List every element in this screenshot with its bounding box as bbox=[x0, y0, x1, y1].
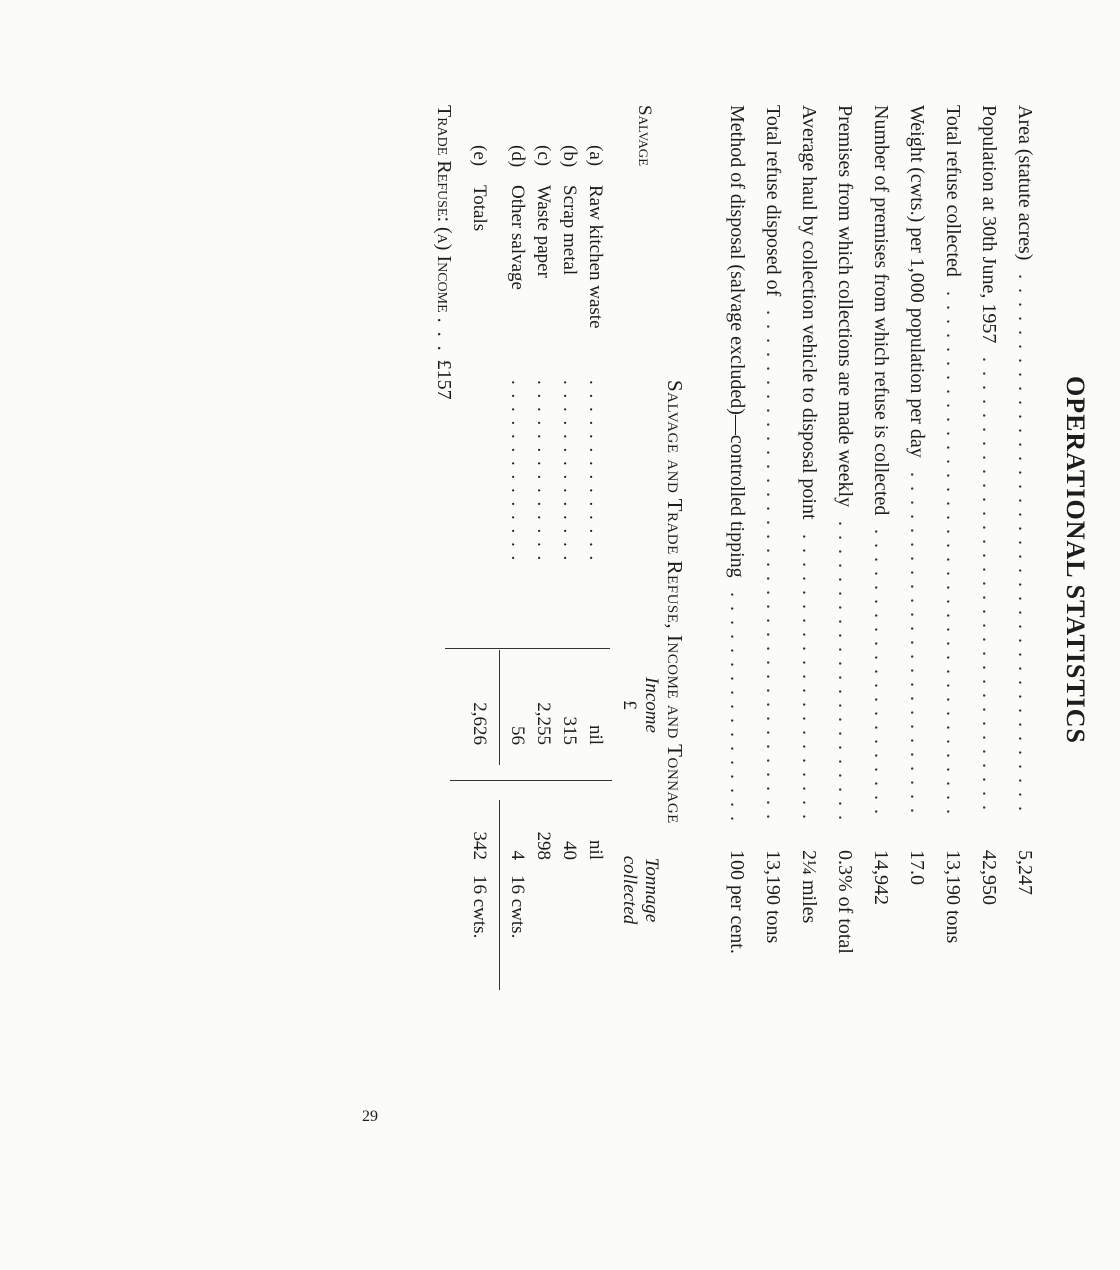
stat-value: 13,190 tons bbox=[942, 850, 964, 944]
row-income: 2,626 bbox=[469, 702, 490, 745]
stat-row bbox=[830, 105, 860, 1025]
stat-label: Population at 30th June, 1957 bbox=[978, 105, 1000, 344]
stat-label: Area (statute acres) bbox=[1014, 105, 1036, 261]
income-header bbox=[618, 650, 662, 760]
income-divider bbox=[445, 648, 610, 649]
row-cwts bbox=[530, 875, 556, 985]
leader-dots: . . . . . . . . . . . . . . . . . . . . . . . . . bbox=[906, 472, 928, 815]
row-income: 56 bbox=[507, 726, 528, 745]
row-tons: 4 bbox=[507, 850, 528, 860]
row-key: (b) bbox=[559, 145, 580, 168]
stat-value: 100 per cent. bbox=[726, 850, 748, 954]
row-key: (a) bbox=[585, 145, 606, 167]
row-income: 2,255 bbox=[533, 702, 554, 745]
stat-row bbox=[722, 105, 752, 1025]
stat-row bbox=[866, 105, 896, 1025]
stat-value: 0.3% of total bbox=[834, 850, 856, 954]
stat-value: 42,950 bbox=[978, 850, 1000, 905]
leader-dots: . . . . . . . . . . . . . . bbox=[507, 380, 528, 563]
salvage-label: Salvage bbox=[634, 105, 655, 167]
leader-dots: . . . . . . . . . . . . . . . . . . . . . . . . . . . . . . . . . . . . . . . bbox=[1014, 274, 1036, 813]
stat-label: Premises from which collections are made weekly bbox=[834, 105, 856, 508]
row-tons: nil bbox=[585, 839, 606, 860]
row-key: (e) bbox=[469, 145, 490, 167]
stat-label: Total refuse disposed of bbox=[762, 105, 784, 297]
row-key: (c) bbox=[533, 145, 554, 167]
row-label: Other salvage bbox=[507, 185, 528, 290]
tonnage-total-rule bbox=[499, 800, 500, 990]
stat-row bbox=[794, 105, 824, 1025]
leader-dots: . . . . . . . . . . . . . . . . . . . . . bbox=[798, 534, 820, 821]
row-cwts bbox=[582, 875, 608, 985]
stat-label: Total refuse collected bbox=[942, 105, 964, 277]
stat-value: 14,942 bbox=[870, 850, 892, 905]
stat-value: 13,190 tons bbox=[762, 850, 784, 944]
stat-row bbox=[938, 105, 968, 1025]
tonnage-header: Tonnage collected bbox=[619, 855, 662, 925]
trade-refuse-row bbox=[432, 105, 455, 400]
tonnage-divider bbox=[450, 780, 612, 781]
leader-dots: . . . . . . . . . . . . . . . . . . . . . . . . . . . . . . . . . . . . . . bbox=[942, 291, 964, 816]
row-tons: 298 bbox=[533, 831, 554, 860]
leader-dots: . . . . . . . . . . . . . . bbox=[533, 380, 554, 563]
salvage-heading bbox=[662, 380, 687, 824]
leader-dots: . . . . . . . . . . . . . . . . . . . . . . . . . . . . . . . . . . . . . bbox=[762, 310, 784, 821]
row-income: nil bbox=[585, 724, 606, 745]
stat-label: Weight (cwts.) per 1,000 population per day bbox=[906, 105, 928, 458]
trade-refuse-dots: . . . bbox=[433, 317, 455, 360]
row-tons: 40 bbox=[559, 841, 580, 860]
row-income: 315 bbox=[559, 716, 580, 745]
stat-value: 2¼ miles bbox=[798, 850, 820, 924]
stat-label: Average haul by collection vehicle to disposal point bbox=[798, 105, 820, 520]
leader-dots: . . . . . . . . . . . . . . . . . . . . . bbox=[870, 529, 892, 816]
income-total-rule bbox=[499, 650, 500, 765]
leader-dots: . . . . . . . . . . . . . . bbox=[585, 380, 606, 563]
stat-row bbox=[902, 105, 932, 1025]
stat-row bbox=[974, 105, 1004, 1025]
row-cwts bbox=[556, 875, 582, 985]
page-title: OPERATIONAL STATISTICS bbox=[1061, 375, 1090, 745]
page-number: 29 bbox=[362, 1108, 378, 1125]
row-label: Waste paper bbox=[533, 185, 554, 278]
row-cwts: 16 cwts. bbox=[507, 875, 528, 939]
trade-refuse-value: £157 bbox=[433, 359, 455, 400]
row-key: (d) bbox=[507, 145, 528, 168]
stat-row bbox=[758, 105, 788, 1025]
row-label: Raw kitchen waste bbox=[585, 185, 606, 329]
stat-label: Method of disposal (salvage excluded)—controlled tipping bbox=[726, 105, 748, 578]
stat-label: Number of premises from which refuse is collected bbox=[870, 105, 892, 516]
row-cwts: 16 cwts. bbox=[469, 875, 490, 939]
stat-value: 17.0 bbox=[906, 850, 928, 885]
row-label: Totals bbox=[469, 185, 490, 232]
leader-dots: . . . . . . . . . . . . . . . . . bbox=[726, 592, 748, 823]
rotated-page bbox=[319, 0, 1120, 1120]
salvage-heading-text: Salvage and Trade Refuse, Income and Tonnage bbox=[663, 380, 687, 824]
income-unit: £ bbox=[619, 700, 640, 710]
leader-dots: . . . . . . . . . . . . . . . . . . . . . . bbox=[834, 521, 856, 822]
leader-dots: . . . . . . . . . . . . . . . . . . . . . . . . . . . . . . . . . bbox=[978, 357, 1000, 812]
income-header-text: Income bbox=[641, 677, 662, 733]
trade-refuse-label: Trade Refuse: (a) Income bbox=[433, 105, 455, 313]
leader-dots: . . . . . . . . . . . . . . bbox=[559, 380, 580, 563]
stat-value: 5,247 bbox=[1014, 850, 1036, 895]
row-tons: 342 bbox=[469, 831, 490, 860]
row-label: Scrap metal bbox=[559, 185, 580, 276]
stat-row bbox=[1010, 105, 1040, 1025]
